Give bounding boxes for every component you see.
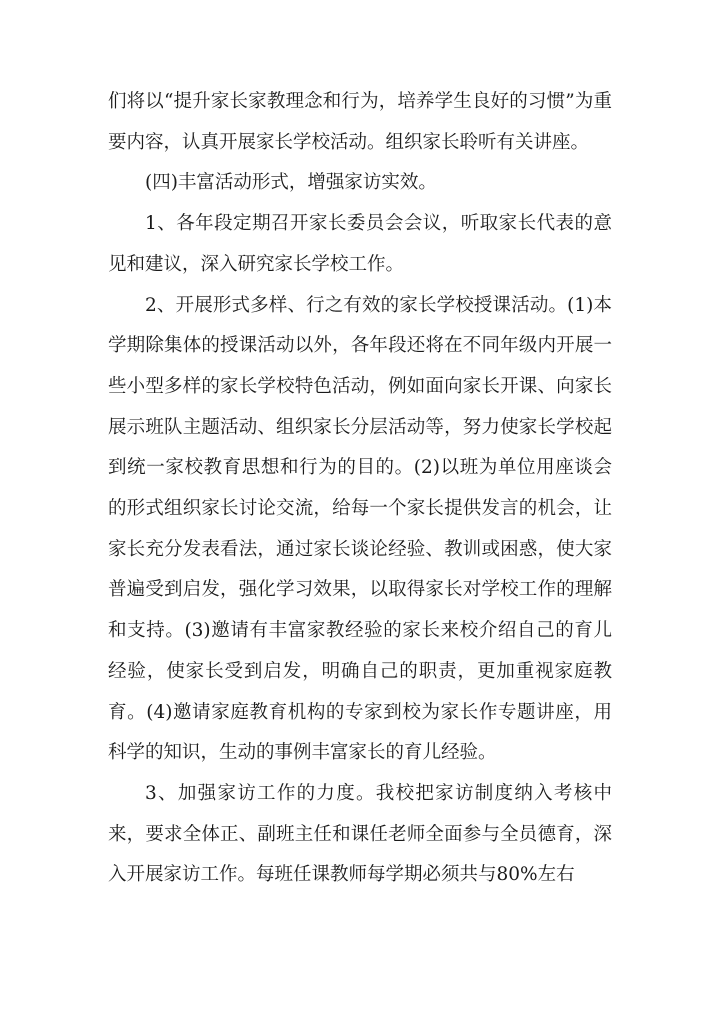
paragraph-item-2: 2、开展形式多样、行之有效的家长学校授课活动。(1)本学期除集体的授课活动以外，各年段还将在不同年级内开展一些小型多样的家长学校特色活动，例如面向家长开课、向家长展示班队主题活动、组织家长分层活动等，努力使家长学校起到统一家校教育思想和行为的目的。(2)以班为单位用座谈会的形式组织家长讨论交流，给每一个家长提供发言的机会，让家长充分发表看法，通过家长谈论经验、教训或困惑，使大家普遍受到启发，强化学习效果，以取得家长对学校工作的理解和支持。(3)邀请有丰富家教经验的家长来校介绍自己的育儿经验，使家长受到启发，明确自己的职责，更加重视家庭教育。(4)邀请家庭教育机构的专家到校为家长作专题讲座，用科学的知识，生动的事例丰富家长的育儿经验。 (108, 294, 612, 764)
paragraph-item-1: 1、各年段定期召开家长委员会会议，听取家长代表的意见和建议，深入研究家长学校工作。 (108, 213, 612, 275)
document-body (108, 82, 612, 896)
paragraph-item-3: 3、加强家访工作的力度。我校把家访制度纳入考核中来，要求全体正、副班主任和课任老师全面参与全员德育，深入开展家访工作。每班任课教师每学期必须共与80%左右 (108, 782, 612, 886)
paragraph-continuation: 们将以“提升家长家教理念和行为，培养学生良好的习惯”为重要内容，认真开展家长学校活动。组织家长聆听有关讲座。 (108, 91, 612, 153)
section-heading-4: (四)丰富活动形式，增强家访实效。 (145, 172, 437, 194)
